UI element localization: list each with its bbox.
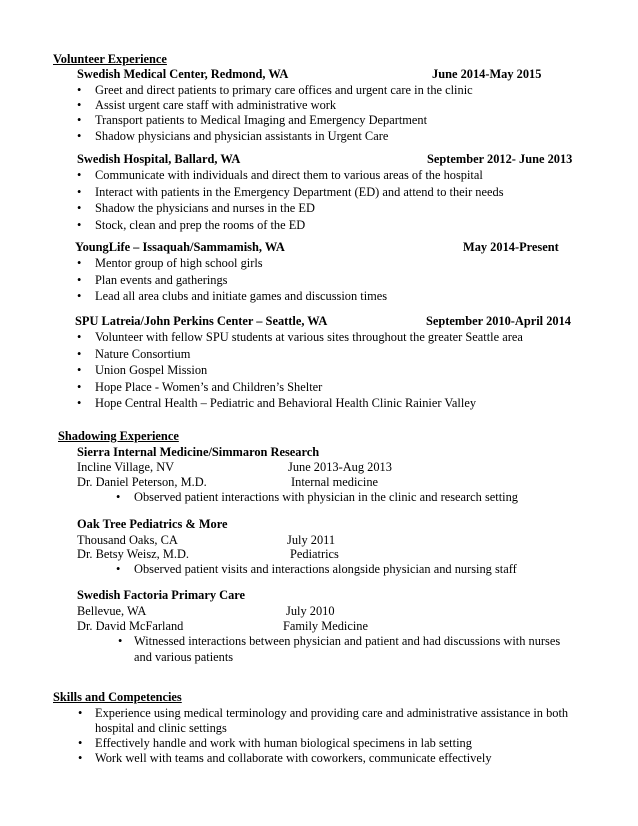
list-item: Witnessed interactions between physician and patient and had discussions with nurses: [134, 634, 561, 648]
section-heading-shadowing: Shadowing Experience: [58, 429, 179, 443]
org-name: SPU Latreia/John Perkins Center – Seattle, WA: [75, 314, 328, 328]
list-item: • Hope Place - Women’s and Children’s Shelter: [77, 379, 323, 394]
org-name: Swedish Factoria Primary Care: [77, 588, 246, 602]
bullet-icon: •: [77, 256, 82, 270]
org-name: Swedish Hospital, Ballard, WA: [77, 152, 241, 166]
list-item: • Communicate with individuals and direct them to various areas of the hospital: [77, 168, 483, 182]
list-item: • Lead all area clubs and initiate games and discussion times: [77, 289, 388, 303]
list-item: • Nature Consortium: [77, 346, 191, 361]
bullet-icon: •: [77, 330, 82, 344]
bullet-list: [77, 331, 523, 414]
location: Thousand Oaks, CA: [77, 533, 178, 547]
list-item: • Greet and direct patients to primary care offices and urgent care in the clinic: [77, 83, 473, 97]
list-item: • Transport patients to Medical Imaging and Emergency Department: [77, 113, 428, 128]
list-item: Experience using medical terminology and providing care and administrative assistance in both: [95, 706, 569, 720]
bullet-list: [77, 169, 504, 235]
bullet-list: [116, 563, 517, 575]
doctor-name: Dr. Betsy Weisz, M.D.: [77, 547, 190, 561]
bullet-icon: •: [77, 363, 82, 377]
bullet-icon: •: [77, 396, 82, 410]
bullet-icon: •: [116, 490, 121, 504]
date-range: July 2011: [287, 533, 336, 547]
bullet-icon: •: [116, 562, 121, 576]
org-name: Oak Tree Pediatrics & More: [77, 517, 228, 531]
date-range: May 2014-Present: [463, 240, 559, 254]
bullet-icon: •: [77, 168, 82, 182]
org-name: Swedish Medical Center, Redmond, WA: [77, 67, 289, 81]
location: Bellevue, WA: [77, 604, 147, 618]
bullet-icon: •: [77, 128, 82, 143]
list-item: • Interact with patients in the Emergency Department (ED) and attend to their needs: [77, 184, 504, 199]
bullet-icon: •: [77, 113, 82, 128]
list-item: Effectively handle and work with human biological specimens in lab setting: [95, 736, 472, 750]
doctor-name: Dr. David McFarland: [77, 619, 184, 633]
list-item-continuation: and various patients: [134, 650, 234, 664]
list-item: • Observed patient visits and interactions alongside physician and nursing staff: [116, 562, 517, 576]
list-item: • Assist urgent care staff with administrative work: [77, 98, 337, 113]
list-item: • Hope Central Health – Pediatric and Behavioral Health Clinic Rainier Valley: [77, 396, 477, 410]
bullet-list: [77, 257, 387, 307]
org-name: YoungLife – Issaquah/Sammamish, WA: [75, 240, 285, 254]
bullet-icon: •: [77, 83, 82, 97]
doctor-name: Dr. Daniel Peterson, M.D.: [77, 475, 207, 489]
bullet-icon: •: [77, 201, 82, 215]
list-item: • Union Gospel Mission: [77, 363, 208, 377]
date-range: June 2013-Aug 2013: [288, 460, 392, 474]
list-item: • Plan events and gatherings: [77, 272, 228, 287]
specialty: Family Medicine: [283, 619, 368, 633]
list-item: Work well with teams and collaborate with coworkers, communicate effectively: [95, 751, 492, 765]
bullet-icon: •: [77, 184, 82, 199]
bullet-icon: •: [78, 736, 83, 750]
specialty: Internal medicine: [291, 475, 379, 489]
location: Incline Village, NV: [77, 460, 175, 474]
bullet-list: [77, 84, 473, 145]
bullet-icon: •: [77, 379, 82, 394]
section-heading-skills: Skills and Competencies: [53, 690, 182, 704]
bullet-icon: •: [77, 289, 82, 303]
bullet-icon: •: [77, 98, 82, 113]
list-item-continuation: hospital and clinic settings: [95, 721, 227, 735]
specialty: Pediatrics: [290, 547, 339, 561]
bullet-icon: •: [78, 706, 83, 720]
org-name: Sierra Internal Medicine/Simmaron Research: [77, 445, 320, 459]
bullet-list: [116, 491, 518, 503]
date-range: June 2014-May 2015: [432, 67, 542, 81]
section-heading-volunteer: Volunteer Experience: [53, 52, 167, 66]
bullet-icon: •: [77, 346, 82, 361]
bullet-icon: •: [78, 751, 83, 765]
list-item: • Observed patient interactions with physician in the clinic and research setting: [116, 490, 518, 504]
bullet-icon: •: [118, 634, 123, 648]
list-item: • Stock, clean and prep the rooms of the ED: [77, 217, 306, 232]
date-range: September 2012- June 2013: [427, 152, 573, 166]
list-item: • Mentor group of high school girls: [77, 256, 263, 270]
date-range: July 2010: [286, 604, 335, 618]
list-item: • Volunteer with fellow SPU students at various sites throughout the greater Seattle area: [77, 330, 523, 344]
bullet-icon: •: [77, 272, 82, 287]
bullet-icon: •: [77, 217, 82, 232]
list-item: • Shadow the physicians and nurses in the ED: [77, 201, 315, 215]
date-range: September 2010-April 2014: [426, 314, 572, 328]
list-item: • Shadow physicians and physician assistants in Urgent Care: [77, 128, 389, 143]
